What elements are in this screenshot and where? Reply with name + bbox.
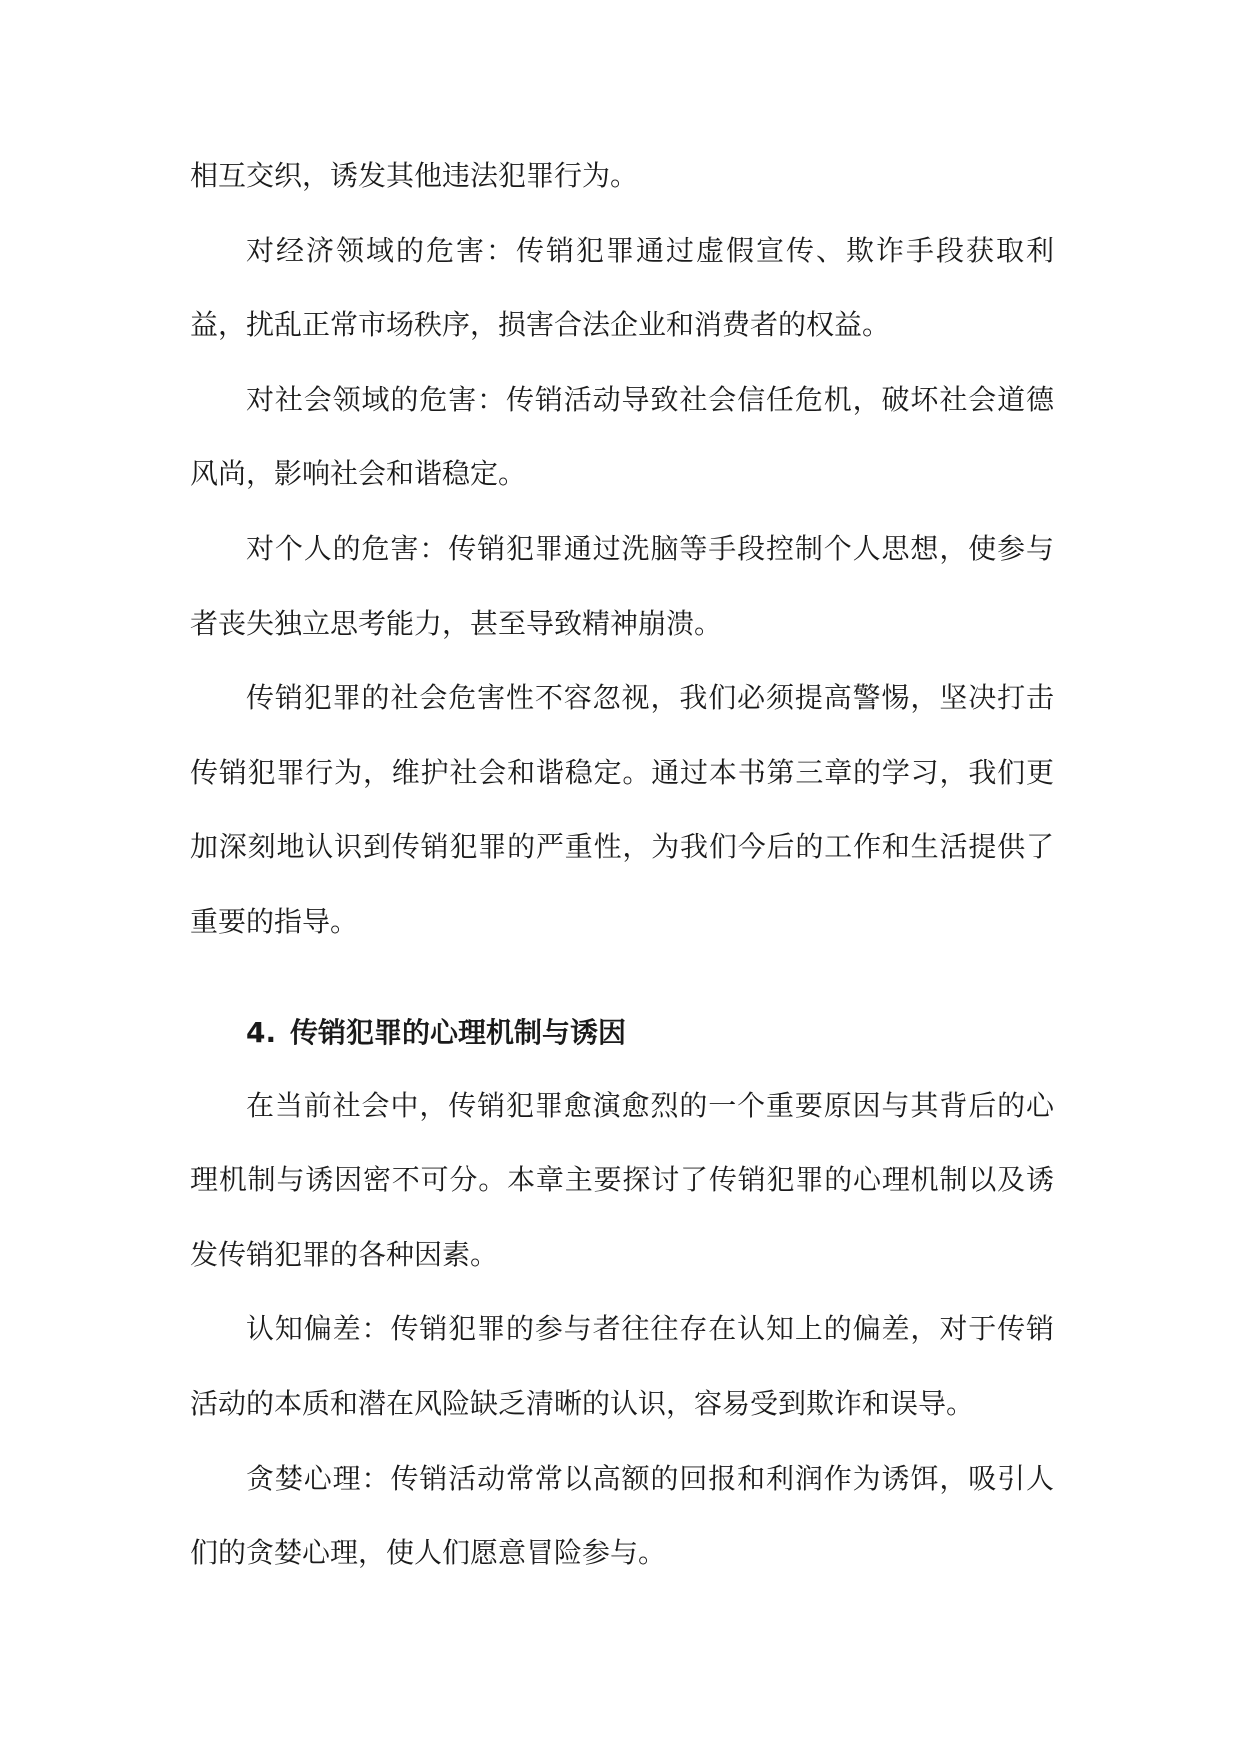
paragraph-greed: 贪婪心理：传销活动常常以高额的回报和利润作为诱饵，吸引人们的贪婪心理，使人们愿意冒险参与。 — [190, 1461, 1054, 1570]
document-body — [190, 139, 1054, 1591]
paragraph-conclusion: 传销犯罪的社会危害性不容忽视，我们必须提高警惕，坚决打击传销犯罪行为，维护社会和谐稳定。通过本书第三章的学习，我们更加深刻地认识到传销犯罪的严重性，为我们今后的工作和生活提供了重要的指导。 — [190, 681, 1054, 938]
paragraph-social-harm: 对社会领域的危害：传销活动导致社会信任危机，破坏社会道德风尚，影响社会和谐稳定。 — [190, 382, 1054, 491]
paragraph-personal-harm: 对个人的危害：传销犯罪通过洗脑等手段控制个人思想，使参与者丧失独立思考能力，甚至导致精神崩溃。 — [190, 531, 1054, 640]
paragraph-continuation: 相互交织，诱发其他违法犯罪行为。 — [190, 159, 639, 192]
paragraph-intro: 在当前社会中，传销犯罪愈演愈烈的一个重要原因与其背后的心理机制与诱因密不可分。本章主要探讨了传销犯罪的心理机制以及诱发传销犯罪的各种因素。 — [190, 1088, 1054, 1271]
section-title: 传销犯罪的心理机制与诱因 — [290, 1015, 627, 1049]
paragraph-economic-harm: 对经济领域的危害：传销犯罪通过虚假宣传、欺诈手段获取利益，扰乱正常市场秩序，损害合法企业和消费者的权益。 — [190, 233, 1054, 342]
section-number: 4. — [246, 1015, 277, 1049]
section-heading — [190, 1001, 1054, 1065]
paragraph-cognitive-bias: 认知偏差：传销犯罪的参与者往往存在认知上的偏差，对于传销活动的本质和潜在风险缺乏清晰的认识，容易受到欺诈和误导。 — [190, 1312, 1054, 1420]
